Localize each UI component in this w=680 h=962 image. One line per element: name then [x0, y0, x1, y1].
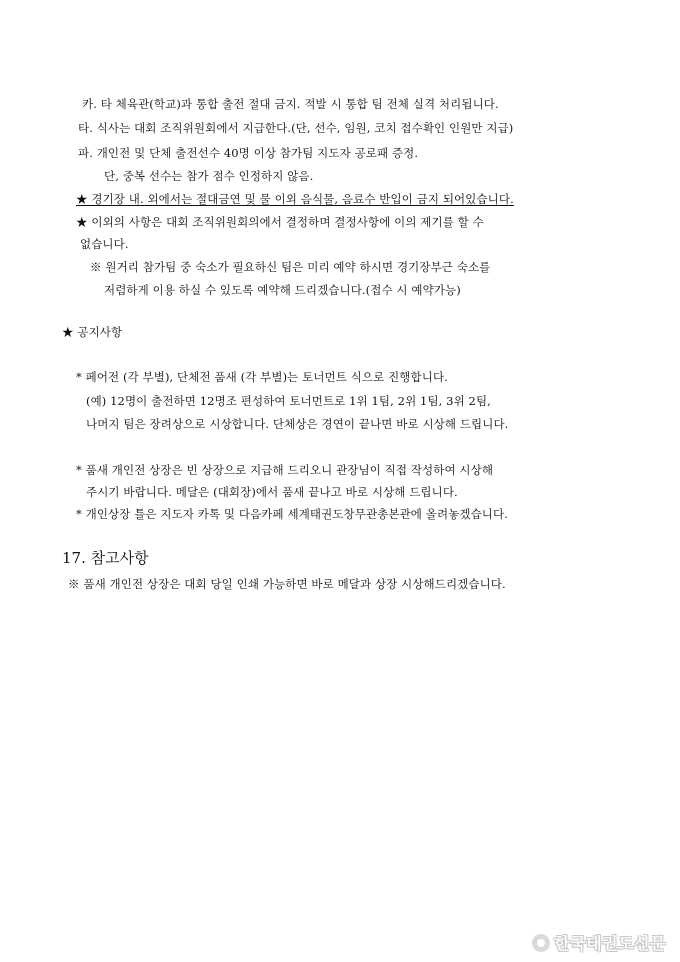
no-smoking-notice: ★ 경기장 내. 외에서는 절대금연 및 물 이외 음식물, 음료수 반입이 금지 되어있습니다. [76, 192, 514, 206]
watermark [532, 931, 666, 954]
rule-pa: 파. 개인전 및 단체 출전선수 40명 이상 참가팀 지도자 공로패 증정. [78, 146, 419, 160]
lodging-note-line2: 저렴하게 이용 하실 수 있도록 예약해 드리겠습니다.(접수 시 예약가능) [104, 283, 461, 297]
notice-item3: * 개인상장 틀은 지도자 카톡 및 다음카페 세계태권도창무관총본관에 올려놓겠습니다. [76, 507, 508, 521]
newspaper-logo-icon [532, 934, 550, 952]
notice-item2-line1: * 품새 개인전 상장은 빈 상장으로 지급해 드리오니 관장님이 직접 작성하여 시상해 [76, 463, 494, 477]
notice-title: ★ 공지사항 [62, 325, 123, 339]
notice-item1-line1: * 페어전 (각 부별), 단체전 품새 (각 부별)는 토너먼트 식으로 진행합니다. [76, 370, 448, 384]
section-17-note: ※ 품새 개인전 상장은 대회 당일 인쇄 가능하면 바로 메달과 상장 시상해드리겠습니다. [68, 577, 506, 591]
notice-item1-line2: (예) 12명이 출전하면 12명조 편성하여 토너먼트로 1위 1팀, 2위 1팀, 3위 2팀, [86, 394, 491, 408]
section-17-heading: 17. 참고사항 [62, 549, 149, 567]
rule-ka: 카. 타 체육관(학교)과 통합 출전 절대 금지. 적발 시 통합 팀 전체 실격 처리됩니다. [82, 97, 499, 111]
rule-ta: 타. 식사는 대회 조직위원회에서 지급한다.(단, 선수, 임원, 코치 접수확인 인원만 지급) [78, 121, 514, 135]
committee-decision-line1: ★ 이외의 사항은 대회 조직위원회의에서 결정하며 결정사항에 이의 제기를 할 수 [76, 215, 484, 229]
rule-pa-note: 단, 중복 선수는 참가 점수 인정하지 않음. [104, 169, 314, 183]
notice-item2-line2: 주시기 바랍니다. 메달은 (대회장)에서 품새 끝나고 바로 시상해 드립니다. [86, 485, 458, 499]
committee-decision-line2: 없습니다. [80, 237, 129, 251]
lodging-note-line1: ※ 원거리 참가팀 중 숙소가 필요하신 팀은 미리 예약 하시면 경기장부근 숙소를 [90, 260, 491, 274]
watermark-text: 한국태권도신문 [554, 934, 666, 953]
notice-item1-line3: 나머지 팀은 장려상으로 시상합니다. 단체상은 경연이 끝나면 바로 시상해 드립니다. [86, 417, 509, 431]
